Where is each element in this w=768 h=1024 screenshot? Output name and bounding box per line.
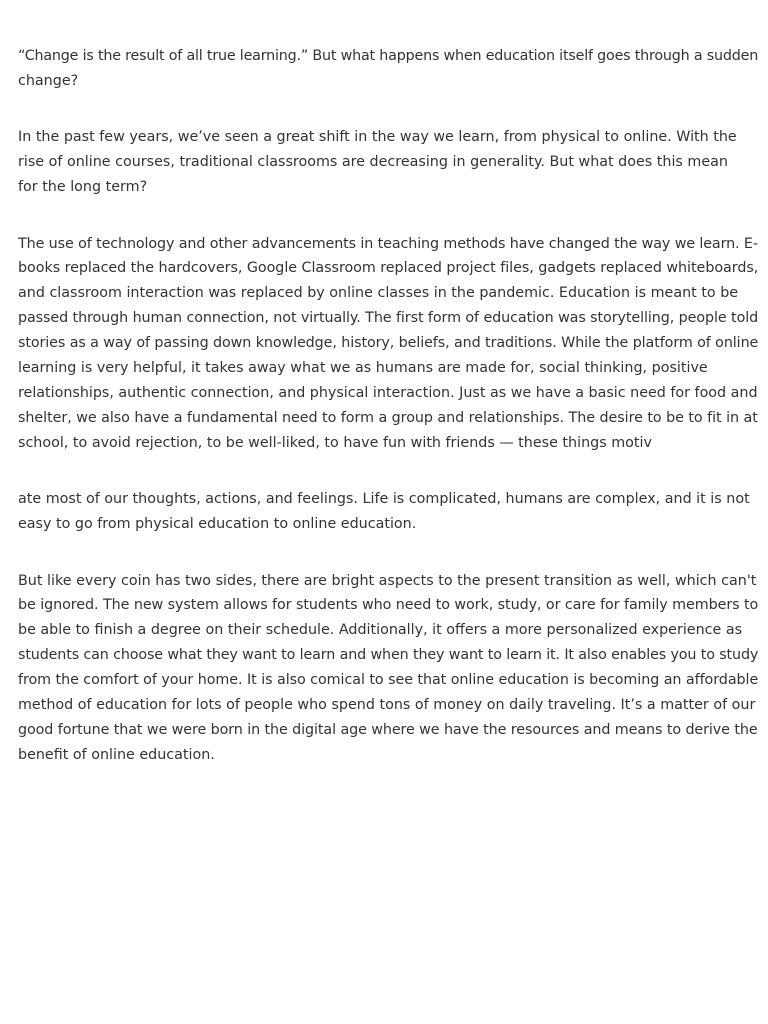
paragraph-2: [18, 125, 758, 200]
paragraph-line: school, to avoid rejection, to be well-liked, to have fun with friends — these things motiv: [18, 434, 652, 451]
paragraph-4: [18, 487, 758, 537]
paragraph-line: and classroom interaction was replaced by online classes in the pandemic. Education is meant to be: [18, 285, 739, 302]
paragraph-line: passed through human connection, not virtually. The first form of education was storytelling, people told: [18, 310, 759, 327]
paragraph-line: be able to finish a degree on their schedule. Additionally, it offers a more personalized experience as: [18, 622, 743, 639]
paragraph-line: easy to go from physical education to online education.: [18, 516, 417, 533]
paragraph-line: for the long term?: [18, 179, 148, 196]
paragraph-line: change?: [18, 72, 79, 89]
paragraph-line: relationships, authentic connection, and physical interaction. Just as we have a basic need for food and: [18, 384, 758, 401]
paragraph-line: stories as a way of passing down knowledge, history, beliefs, and traditions. While the platform of online: [18, 335, 759, 352]
paragraph-line: But like every coin has two sides, there are bright aspects to the present transition as well, which can't: [18, 572, 757, 589]
paragraph-line: The use of technology and other advancements in teaching methods have changed the way we learn. E-: [18, 235, 758, 252]
paragraph-line: books replaced the hardcovers, Google Classroom replaced project files, gadgets replaced whiteboards,: [18, 260, 759, 277]
paragraph-3: [18, 232, 758, 456]
paragraph-line: ate most of our thoughts, actions, and feelings. Life is complicated, humans are complex, and it is not: [18, 491, 750, 508]
paragraph-line: rise of online courses, traditional classrooms are decreasing in generality. But what does this mean: [18, 154, 728, 171]
paragraph-line: from the comfort of your home. It is also comical to see that online education is becoming an affordable: [18, 672, 759, 689]
paragraph-line: method of education for lots of people who spend tons of money on daily traveling. It’s a matter of our: [18, 697, 756, 714]
paragraph-line: benefit of online education.: [18, 746, 215, 763]
paragraph-line: students can choose what they want to learn and when they want to learn it. It also enables you to study: [18, 647, 759, 664]
paragraph-line: shelter, we also have a fundamental need to form a group and relationships. The desire to be to fit in at: [18, 409, 758, 426]
paragraph-line: learning is very helpful, it takes away what we as humans are made for, social thinking, positive: [18, 360, 708, 377]
article-body: [18, 44, 758, 799]
paragraph-line: be ignored. The new system allows for students who need to work, study, or care for family members to: [18, 597, 759, 614]
paragraph-line: good fortune that we were born in the digital age where we have the resources and means to derive the: [18, 721, 758, 738]
paragraph-5: [18, 569, 758, 768]
paragraph-line: In the past few years, we’ve seen a great shift in the way we learn, from physical to online. With the: [18, 129, 737, 146]
paragraph-line: “Change is the result of all true learning.” But what happens when education itself goes through a sudden: [18, 48, 759, 64]
paragraph-1: [18, 44, 758, 94]
